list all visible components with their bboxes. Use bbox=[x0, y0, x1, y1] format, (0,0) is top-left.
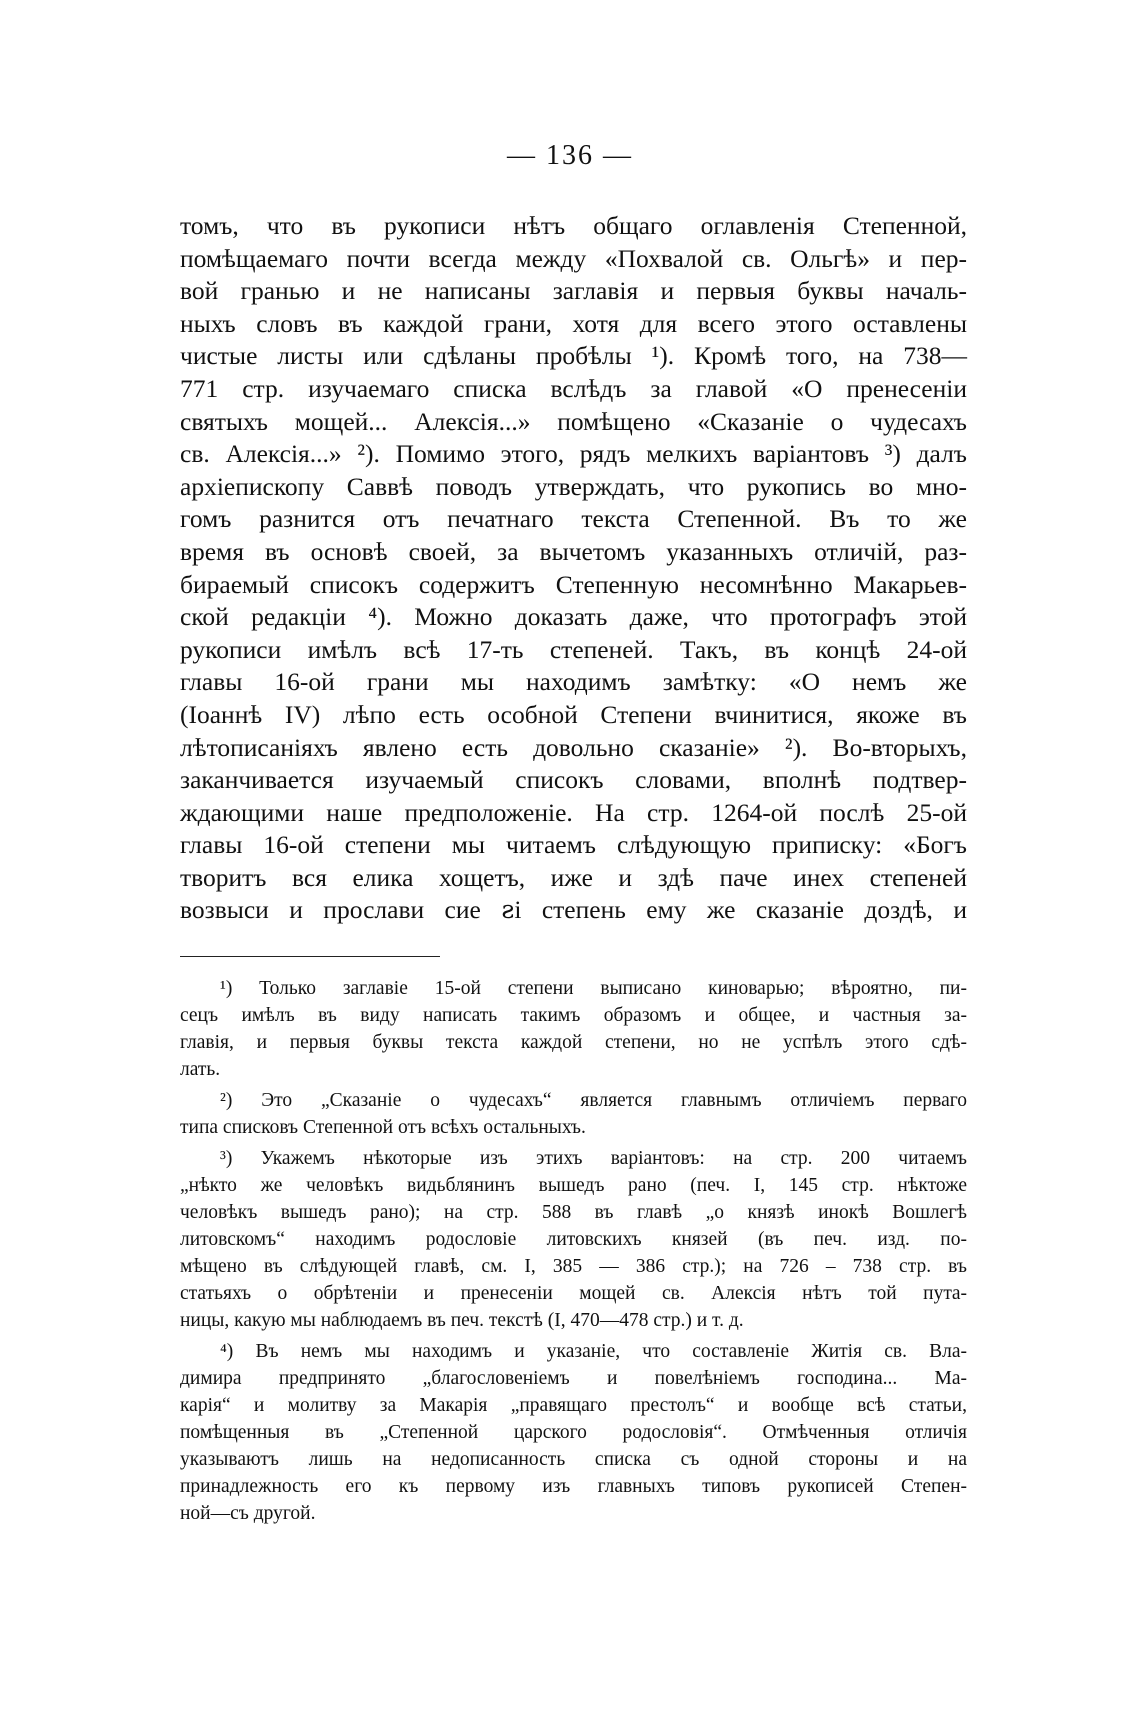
footnote-line: ⁴) Въ немъ мы находимъ и указаніе, что составленіе Житія св. Вла- bbox=[220, 1341, 967, 1362]
text-line: вой гранью и не написаны заглавія и первыя буквы началь- bbox=[180, 276, 967, 306]
footnote-line: человѣкъ вышедъ рано); на стр. 588 въ главѣ „о князѣ инокѣ Вошлегѣ bbox=[180, 1202, 967, 1223]
text-line: главы 16-ой степени мы читаемъ слѣдующую приписку: «Богъ bbox=[180, 830, 967, 860]
footnote-line: лать. bbox=[180, 1059, 221, 1080]
text-line: лѣтописаніяхъ явлено есть довольно сказаніе» ²). Во-вторыхъ, bbox=[180, 732, 967, 762]
main-text bbox=[180, 210, 967, 927]
text-line: рукописи имѣлъ всѣ 17-ть степеней. Такъ, въ концѣ 24-ой bbox=[180, 634, 967, 664]
text-line: бираемый списокъ содержитъ Степенную несомнѣнно Макарьев- bbox=[180, 569, 967, 599]
footnote-line: указываютъ лишь на недописанность списка съ одной стороны и на bbox=[180, 1449, 967, 1470]
text-line: помѣщаемаго почти всегда между «Похвалой св. Ольгѣ» и пер- bbox=[180, 243, 967, 273]
footnote-line: принадлежность его къ первому изъ главныхъ типовъ рукописей Степен- bbox=[180, 1476, 967, 1497]
text-line: ской редакціи ⁴). Можно доказать даже, что протографъ этой bbox=[180, 602, 967, 632]
text-line: св. Алексія...» ²). Помимо этого, рядъ мелкихъ варіантовъ ³) далъ bbox=[180, 439, 967, 469]
footnote-line: мѣщено въ слѣдующей главѣ, см. I, 385 — 386 стр.); на 726 – 738 стр. въ bbox=[180, 1256, 967, 1277]
footnote-line: литовскомъ“ находимъ родословіе литовскихъ князей (въ печ. изд. по- bbox=[180, 1229, 967, 1250]
footnote-2 bbox=[180, 1087, 967, 1141]
footnote-line: ной—съ другой. bbox=[180, 1503, 316, 1524]
footnotes bbox=[180, 975, 967, 1527]
footnote-separator bbox=[180, 956, 440, 957]
footnote-line: статьяхъ о обрѣтеніи и пренесеніи мощей св. Алексія нѣтъ той путa- bbox=[180, 1283, 967, 1304]
footnote-line: главія, и первыя буквы текста каждой степени, но не успѣлъ этого сдѣ- bbox=[180, 1032, 967, 1053]
footnote-line: ²) Это „Сказаніе о чудесахъ“ является главнымъ отличіемъ перваго bbox=[220, 1090, 967, 1111]
footnote-line: сецъ имѣлъ въ виду написать такимъ образомъ и общее, и частныя за- bbox=[180, 1005, 967, 1026]
footnote-4 bbox=[180, 1338, 967, 1527]
footnote-line: „нѣкто же человѣкъ видьблянинъ вышедъ рано (печ. I, 145 стр. нѣктоже bbox=[180, 1175, 967, 1196]
footnote-line: карія“ и молитву за Макарія „правящаго престолъ“ и вообще всѣ статьи, bbox=[180, 1395, 967, 1416]
footnote-line: ¹) Только заглавіе 15-ой степени выписано киноварью; вѣроятно, пи- bbox=[220, 978, 967, 999]
text-line: (Іоаннѣ IV) лѣпо есть особной Степени вчинитися, якоже въ bbox=[180, 699, 967, 729]
text-line: время въ основѣ своей, за вычетомъ указанныхъ отличій, раз- bbox=[180, 536, 967, 566]
footnote-line: помѣщенныя въ „Степенной царского родословія“. Отмѣченныя отличія bbox=[180, 1422, 967, 1443]
footnote-3 bbox=[180, 1145, 967, 1334]
text-line: творитъ вся елика хощетъ, иже и здѣ паче инех степеней bbox=[180, 862, 967, 892]
footnote-line: типа списковъ Степенной отъ всѣхъ остальныхъ. bbox=[180, 1117, 586, 1138]
text-line: главы 16-ой грани мы находимъ замѣтку: «О немъ же bbox=[180, 667, 967, 697]
footnote-line: димира предпринято „благословеніемъ и повелѣніемъ господина... Ма- bbox=[180, 1368, 967, 1389]
footnote-1 bbox=[180, 975, 967, 1083]
text-line: архіепископу Саввѣ поводъ утверждать, что рукопись во мно- bbox=[180, 471, 967, 501]
page-number: — 136 — bbox=[507, 140, 633, 171]
text-line: ныхъ словъ въ каждой грани, хотя для всего этого оставлены bbox=[180, 308, 967, 338]
text-line: гомъ разнится отъ печатнаго текста Степенной. Въ то же bbox=[180, 504, 967, 534]
text-line: возвыси и прослави сие ꙅі степень ему же сказаніе доздѣ, и bbox=[180, 895, 967, 925]
footnote-line: ³) Укажемъ нѣкоторые изъ этихъ варіантовъ: на стр. 200 читаемъ bbox=[220, 1148, 967, 1169]
text-line: чистые листы или сдѣланы пробѣлы ¹). Кромѣ того, на 738— bbox=[180, 341, 967, 371]
text-line: 771 стр. изучаемаго списка вслѣдъ за главой «О пренесеніи bbox=[180, 373, 967, 403]
text-line: заканчивается изучаемый списокъ словами, вполнѣ подтвер- bbox=[180, 765, 967, 795]
text-line: святыхъ мощей... Алексія...» помѣщено «Сказаніе о чудесахъ bbox=[180, 406, 967, 436]
footnote-line: ницы, какую мы наблюдаемъ въ печ. текстѣ (I, 470—478 стр.) и т. д. bbox=[180, 1310, 744, 1331]
text-line: томъ, что въ рукописи нѣтъ общаго оглавленія Степенной, bbox=[180, 211, 967, 240]
text-line: ждающими наше предположеніе. На стр. 1264-ой послѣ 25-ой bbox=[180, 797, 967, 827]
